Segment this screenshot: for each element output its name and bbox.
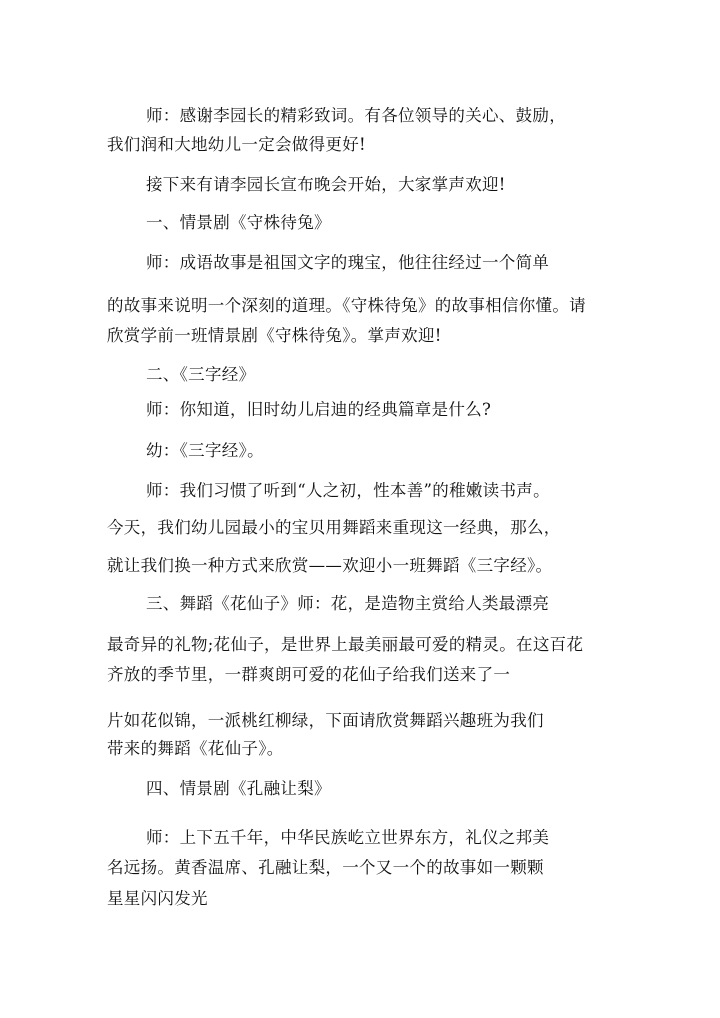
text-line: 师：你知道，旧时幼儿启迪的经典篇章是什么? — [146, 400, 492, 419]
text-line: 三、舞蹈《花仙子》师：花，是造物主赏给人类最漂亮 — [146, 594, 550, 613]
text-line: 带来的舞蹈《花仙子》。 — [107, 739, 284, 758]
text-line: 欣赏学前一班情景剧《守株待兔》。掌声欢迎! — [107, 326, 442, 345]
text-line: 片如花似锦，一派桃红柳绿，下面请欣赏舞蹈兴趣班为我们 — [107, 711, 544, 730]
text-line: 名远扬。黄香温席、孔融让梨，一个又一个的故事如一颗颗 — [107, 858, 544, 877]
text-line: 幼：《三字经》。 — [146, 441, 264, 460]
text-line: 师：我们习惯了听到“人之初，性本善”的稚嫩读书声。 — [146, 481, 550, 500]
text-line: 师：上下五千年，中华民族屹立世界东方，礼仪之邦美 — [146, 828, 550, 847]
text-line: 齐放的季节里，一群爽朗可爱的花仙子给我们送来了一 — [107, 665, 511, 684]
text-line: 最奇异的礼物;花仙子，是世界上最美丽最可爱的精灵。在这百花 — [107, 635, 584, 654]
text-line: 今天，我们幼儿园最小的宝贝用舞蹈来重现这一经典，那么， — [107, 518, 561, 537]
text-line: 的故事来说明一个深刻的道理。《守株待兔》的故事相信你懂。请 — [107, 296, 586, 315]
section-heading: 一、情景剧《守株待兔》 — [146, 213, 331, 232]
text-line: 我们润和大地幼儿一定会做得更好! — [107, 135, 366, 154]
text-line: 师：感谢李园长的精彩致词。有各位领导的关心、鼓励， — [146, 106, 566, 125]
text-line: 星星闪闪发光 — [107, 889, 208, 908]
text-line: 接下来有请李园长宣布晚会开始，大家掌声欢迎! — [146, 175, 506, 194]
section-heading: 四、情景剧《孔融让梨》 — [146, 779, 331, 798]
section-heading: 二、《三字经》 — [146, 365, 256, 384]
text-line: 就让我们换一种方式来欣赏——欢迎小一班舞蹈《三字经》。 — [107, 556, 553, 575]
text-line: 师：成语故事是祖国文字的瑰宝，他往往经过一个简单 — [146, 253, 550, 272]
